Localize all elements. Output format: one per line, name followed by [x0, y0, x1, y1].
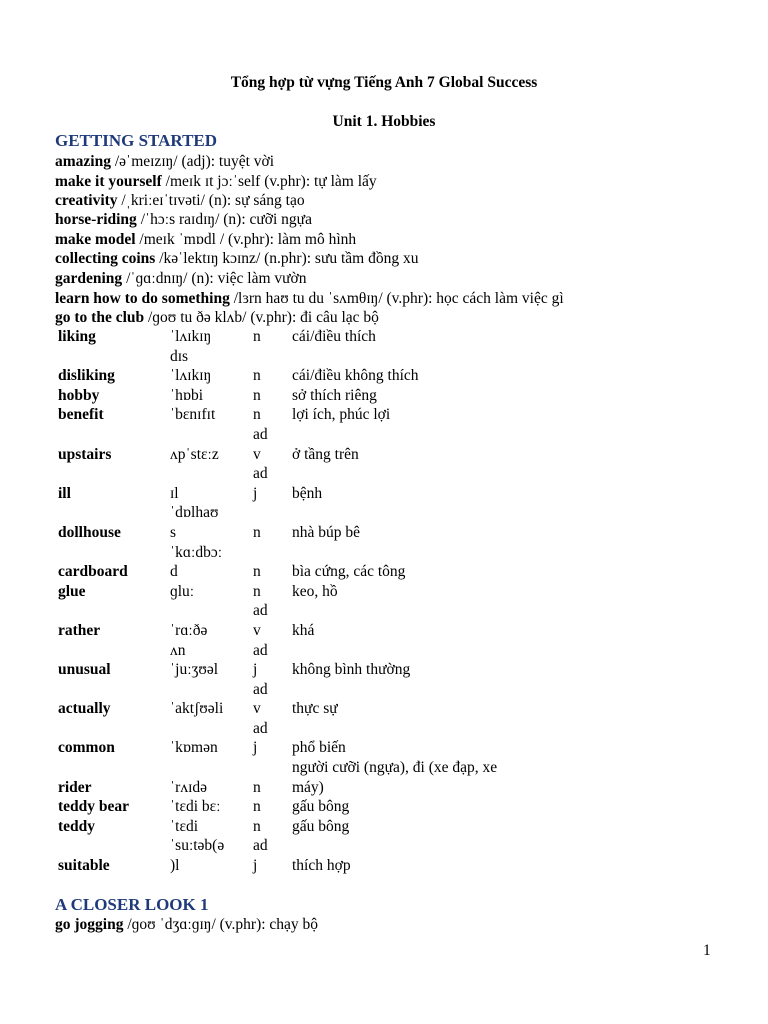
- meaning-cell: sở thích riêng: [292, 386, 377, 404]
- section-heading-closer-look: A CLOSER LOOK 1: [55, 895, 209, 914]
- vocab-line: [55, 231, 356, 249]
- ipa-cell: ˈkɒmən: [170, 739, 218, 757]
- meaning-cell: cái/điều không thích: [292, 367, 419, 385]
- pos-cell: ad: [253, 719, 268, 737]
- vocab-definition: /ɡoʊ ˈdʒɑːɡɪŋ/ (v.phr): chạy bộ: [123, 916, 319, 933]
- pos-cell: n: [253, 778, 261, 796]
- meaning-cell: keo, hồ: [292, 582, 338, 600]
- pos-cell: j: [253, 484, 258, 502]
- meaning-cell: cái/điều thích: [292, 328, 376, 345]
- vocab-term: learn how to do something: [55, 290, 230, 307]
- doc-title: Tổng hợp từ vựng Tiếng Anh 7 Global Success: [230, 74, 538, 91]
- word-cell: rather: [58, 621, 101, 639]
- pos-cell: n: [253, 367, 261, 385]
- vocab-term: make it yourself: [55, 173, 162, 190]
- word-cell: teddy bear: [58, 798, 130, 816]
- word-cell: glue: [58, 582, 86, 600]
- ipa-cell: ˈsuːtəb(ə: [170, 837, 225, 855]
- ipa-cell: dɪs: [170, 347, 189, 365]
- vocab-line: [55, 916, 318, 934]
- meaning-cell: phổ biến: [292, 739, 346, 757]
- meaning-cell: lợi ích, phúc lợi: [292, 406, 391, 424]
- meaning-cell: không bình thường: [292, 661, 411, 679]
- vocab-definition: /ˌkriːeɪˈtɪvəti/ (n): sự sáng tạo: [117, 192, 305, 209]
- vocab-definition: /kəˈlektɪŋ kɔɪnz/ (n.phr): sưu tầm đồng xu: [155, 250, 419, 267]
- pos-cell: ad: [253, 465, 268, 483]
- ipa-cell: ʌn: [170, 641, 186, 659]
- vocab-line: [55, 153, 274, 171]
- vocab-term: go jogging: [55, 916, 124, 933]
- meaning-cell: ở tầng trên: [292, 445, 359, 463]
- vocab-line: [55, 290, 564, 308]
- meaning-cell: bìa cứng, các tông: [292, 563, 406, 581]
- meaning-cell: máy): [292, 778, 324, 796]
- meaning-cell: gấu bông: [292, 798, 350, 816]
- meaning-cell: khá: [292, 621, 315, 639]
- vocab-definition: /əˈmeɪzɪŋ/ (adj): tuyệt vời: [110, 153, 275, 170]
- word-cell: disliking: [58, 367, 115, 385]
- ipa-cell: )l: [170, 857, 180, 875]
- ipa-cell: ɪl: [170, 484, 179, 502]
- meaning-cell: người cưỡi (ngựa), đi (xe đạp, xe: [292, 759, 498, 777]
- word-cell: suitable: [58, 857, 110, 875]
- pos-cell: n: [253, 523, 261, 541]
- section-heading-getting-started: GETTING STARTED: [55, 131, 218, 150]
- ipa-cell: ˈtɛdi bɛː: [170, 798, 221, 816]
- word-cell: ill: [58, 484, 71, 502]
- pos-cell: ad: [253, 641, 268, 659]
- meaning-cell: thích hợp: [292, 857, 351, 875]
- ipa-cell: s: [170, 523, 177, 541]
- word-cell: benefit: [58, 406, 104, 424]
- vocab-term: amazing: [55, 153, 111, 170]
- vocab-definition: /meɪk ˈmɒdl / (v.phr): làm mô hình: [135, 231, 357, 248]
- pos-cell: v: [253, 621, 261, 639]
- word-cell: cardboard: [58, 563, 128, 581]
- vocab-term: gardening: [55, 270, 123, 287]
- ipa-cell: ˈrʌɪdə: [170, 778, 208, 796]
- pos-cell: v: [253, 700, 261, 718]
- ipa-cell: ˈtɛdi: [170, 817, 199, 835]
- word-cell: common: [58, 739, 115, 757]
- word-cell: unusual: [58, 661, 111, 679]
- meaning-cell: gấu bông: [292, 817, 350, 835]
- vocab-line: [55, 309, 379, 327]
- word-cell: dollhouse: [58, 523, 121, 541]
- vocab-line: [55, 250, 418, 268]
- vocab-term: make model: [55, 231, 136, 248]
- ipa-cell: ˈjuːʒʊəl: [170, 661, 219, 679]
- pos-cell: j: [253, 857, 258, 875]
- pos-cell: j: [253, 661, 258, 679]
- ipa-cell: ˈbɛnɪfɪt: [170, 406, 216, 424]
- vocab-definition: /ɡoʊ tu ðə klʌb/ (v.phr): đi câu lạc bộ: [144, 309, 379, 326]
- ipa-cell: ˈdɒlhaʊ: [170, 504, 219, 522]
- pos-cell: n: [253, 563, 261, 581]
- vocab-line: [55, 192, 305, 210]
- ipa-cell: ˈaktʃʊəli: [170, 700, 224, 718]
- pos-cell: ad: [253, 680, 268, 698]
- ipa-cell: ˈlʌɪkɪŋ: [170, 367, 212, 385]
- vocab-line: [55, 211, 312, 229]
- word-cell: teddy: [58, 817, 96, 835]
- word-cell: rider: [58, 778, 92, 796]
- vocab-line: [55, 270, 307, 288]
- vocab-definition: /ˈɡɑːdnɪŋ/ (n): việc làm vườn: [122, 270, 307, 287]
- pos-cell: v: [253, 445, 261, 463]
- pos-cell: ad: [253, 837, 268, 855]
- unit-title: Unit 1. Hobbies: [332, 113, 436, 130]
- vocab-definition: /lɜrn haʊ tu du ˈsʌmθɪŋ/ (v.phr): học cách làm việc gì: [229, 290, 564, 307]
- ipa-cell: d: [170, 563, 178, 581]
- pos-cell: ad: [253, 425, 268, 443]
- pos-cell: ad: [253, 602, 268, 620]
- vocab-line: [55, 173, 377, 191]
- meaning-cell: thực sự: [292, 700, 338, 718]
- vocab-definition: /ˈhɔːs raɪdɪŋ/ (n): cưỡi ngựa: [136, 211, 312, 228]
- word-cell: hobby: [58, 386, 100, 404]
- page-number: 1: [703, 942, 711, 959]
- pos-cell: n: [253, 386, 261, 404]
- vocab-term: go to the club: [55, 309, 145, 326]
- ipa-cell: ʌpˈstɛːz: [170, 445, 219, 463]
- word-cell: liking: [58, 328, 96, 345]
- vocab-term: creativity: [55, 192, 118, 209]
- ipa-cell: ˈkɑːdbɔː: [170, 543, 223, 561]
- pos-cell: j: [253, 739, 258, 757]
- ipa-cell: ɡluː: [170, 582, 195, 600]
- vocab-definition: /meɪk ɪt jɔːˈself (v.phr): tự làm lấy: [161, 173, 377, 190]
- ipa-cell: ˈhɒbi: [170, 386, 204, 404]
- meaning-cell: nhà búp bê: [292, 523, 361, 541]
- meaning-cell: bệnh: [292, 484, 323, 502]
- pos-cell: n: [253, 328, 261, 345]
- pos-cell: n: [253, 817, 261, 835]
- pos-cell: n: [253, 582, 261, 600]
- ipa-cell: ˈlʌɪkɪŋ: [170, 328, 212, 345]
- pos-cell: n: [253, 406, 261, 424]
- word-cell: actually: [58, 700, 111, 718]
- vocab-term: collecting coins: [55, 250, 156, 267]
- vocab-term: horse-riding: [55, 211, 137, 228]
- word-cell: upstairs: [58, 445, 112, 463]
- ipa-cell: ˈrɑːðə: [170, 621, 208, 639]
- pos-cell: n: [253, 798, 261, 816]
